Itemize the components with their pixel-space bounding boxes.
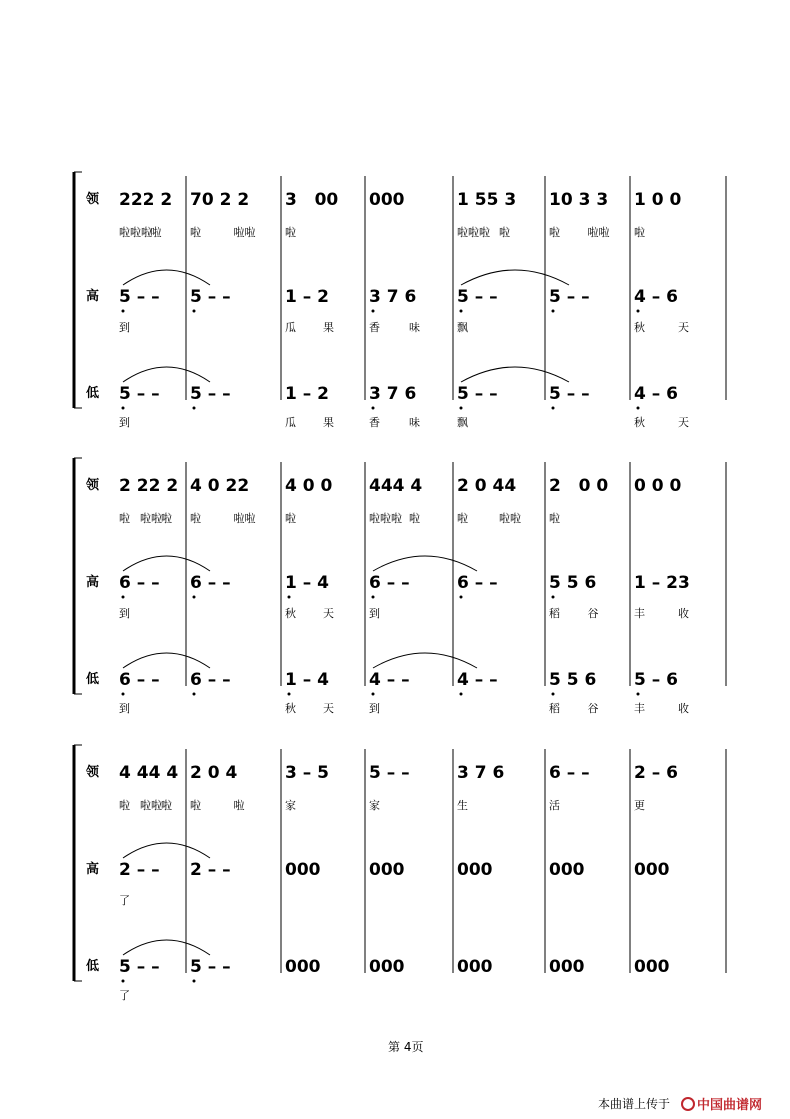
notes-measure: 3 7 6 — [369, 287, 417, 307]
lyric: 到 — [119, 702, 130, 715]
lyric: 啦 — [233, 799, 245, 812]
lyric: 啦 — [119, 799, 130, 812]
notes-measure: 0 0 0 — [634, 476, 682, 496]
notes-measure: 1 – 4 — [285, 573, 329, 593]
notes-measure: 3 00 — [285, 190, 339, 210]
site-logo-text: 中国曲谱网 — [697, 1098, 763, 1113]
lyric: 味 — [409, 321, 420, 334]
lyric: 秋 — [285, 702, 296, 715]
lyric: 香 — [369, 321, 380, 334]
lyric: 啦啦啦 — [369, 512, 402, 525]
notes-measure: 3 7 6 — [369, 384, 417, 404]
tie-slur — [373, 556, 477, 571]
octave-dot — [460, 310, 463, 313]
notes-measure: 000 — [634, 860, 670, 880]
notes-measure: 4 44 4 — [119, 763, 179, 783]
notes-measure: 6 – – — [190, 670, 231, 690]
lyric: 收 — [678, 607, 689, 620]
lyric: 啦啦 — [499, 512, 521, 525]
lyric: 更 — [634, 799, 645, 812]
octave-dot — [552, 407, 555, 410]
lyric: 果 — [323, 321, 334, 334]
lyric: 啦啦 — [140, 512, 162, 525]
notes-measure: 6 – – — [190, 573, 231, 593]
upload-note: 本曲谱上传于 — [598, 1097, 671, 1111]
lyric: 天 — [323, 607, 334, 620]
site-logo — [681, 1094, 762, 1113]
lyric: 啦 — [457, 512, 468, 525]
notes-measure: 000 — [634, 957, 670, 977]
lyric: 啦 — [190, 512, 201, 525]
notes-measure: 5 – – — [190, 384, 231, 404]
notes-measure: 10 3 3 — [549, 190, 609, 210]
lyric: 啦 — [119, 512, 130, 525]
tie-slur — [123, 653, 210, 668]
notes-measure: 5 – – — [119, 384, 160, 404]
notes-measure: 4 – – — [457, 670, 498, 690]
page-number: 第 4页 — [388, 1040, 424, 1054]
part-label-0: 领 — [86, 192, 100, 207]
notes-measure: 3 7 6 — [457, 763, 505, 783]
notes-measure: 2 – – — [119, 860, 160, 880]
notes-measure: 2 – – — [190, 860, 231, 880]
lyric: 啦啦啦 — [457, 226, 490, 239]
lyric: 啦 — [409, 512, 420, 525]
octave-dot — [122, 310, 125, 313]
notes-measure: 6 – – — [549, 763, 590, 783]
notes-measure: 5 5 6 — [549, 670, 597, 690]
lyric: 啦啦啦 — [119, 226, 152, 239]
logo-mark-icon — [681, 1097, 695, 1111]
octave-dot — [552, 596, 555, 599]
lyric: 家 — [369, 799, 380, 812]
tie-slur — [373, 653, 477, 668]
octave-dot — [288, 693, 291, 696]
lyric: 啦啦 — [233, 512, 256, 525]
lyric: 了 — [119, 989, 130, 1002]
octave-dot — [372, 407, 375, 410]
notes-measure: 000 — [285, 957, 321, 977]
notes-measure: 5 – – — [119, 287, 160, 307]
octave-dot — [193, 407, 196, 410]
part-label-2: 低 — [86, 672, 100, 687]
notes-measure: 5 – – — [549, 287, 590, 307]
notes-measure: 222 2 — [119, 190, 173, 210]
notes-measure: 4 – – — [369, 670, 410, 690]
lyric: 丰 — [634, 607, 645, 620]
notes-measure: 000 — [369, 957, 405, 977]
notes-measure: 5 – – — [549, 384, 590, 404]
notes-measure: 1 – 2 — [285, 287, 329, 307]
octave-dot — [552, 310, 555, 313]
notes-measure: 1 0 0 — [634, 190, 682, 210]
notes-measure: 1 – 4 — [285, 670, 329, 690]
lyric: 家 — [285, 799, 296, 812]
part-label-2: 低 — [86, 386, 100, 401]
octave-dot — [122, 980, 125, 983]
octave-dot — [372, 693, 375, 696]
notes-measure: 5 5 6 — [549, 573, 597, 593]
lyric: 啦 — [285, 226, 296, 239]
octave-dot — [193, 980, 196, 983]
lyric: 天 — [678, 416, 689, 429]
lyric: 天 — [323, 702, 334, 715]
octave-dot — [460, 596, 463, 599]
notes-measure: 1 – 23 — [634, 573, 690, 593]
notes-measure: 000 — [549, 957, 585, 977]
lyric: 香 — [369, 416, 380, 429]
tie-slur — [123, 367, 210, 382]
lyric: 到 — [119, 321, 130, 334]
octave-dot — [122, 407, 125, 410]
notes-measure: 000 — [369, 860, 405, 880]
notes-measure: 6 – – — [119, 670, 160, 690]
octave-dot — [193, 596, 196, 599]
lyric: 啦啦 — [140, 799, 162, 812]
lyric: 果 — [323, 416, 334, 429]
lyric: 秋 — [634, 416, 645, 429]
notes-measure: 5 – – — [190, 287, 231, 307]
lyric: 到 — [369, 702, 380, 715]
lyric: 到 — [369, 607, 380, 620]
lyric: 啦 — [190, 799, 201, 812]
lyric: 到 — [119, 607, 130, 620]
lyric: 味 — [409, 416, 420, 429]
octave-dot — [193, 310, 196, 313]
part-label-1: 高 — [86, 289, 100, 304]
notes-measure: 6 – – — [369, 573, 410, 593]
lyric: 稻 — [549, 702, 560, 715]
notes-measure: 5 – – — [190, 957, 231, 977]
lyric: 谷 — [587, 607, 599, 620]
lyric: 啦 — [161, 799, 172, 812]
lyric: 秋 — [285, 607, 296, 620]
octave-dot — [637, 693, 640, 696]
part-label-0: 领 — [86, 478, 100, 493]
tie-slur — [461, 367, 569, 382]
lyric: 瓜 — [285, 321, 296, 334]
lyric: 了 — [119, 894, 130, 907]
lyric: 啦 — [634, 226, 645, 239]
notes-measure: 4 – 6 — [634, 287, 678, 307]
lyric: 丰 — [634, 702, 645, 715]
lyric: 到 — [119, 416, 130, 429]
part-label-1: 高 — [86, 575, 100, 590]
lyric: 瓜 — [285, 416, 296, 429]
notes-measure: 4 – 6 — [634, 384, 678, 404]
part-label-0: 领 — [86, 765, 100, 780]
notes-measure: 2 – 6 — [634, 763, 678, 783]
octave-dot — [193, 693, 196, 696]
notes-measure: 444 4 — [369, 476, 423, 496]
octave-dot — [288, 596, 291, 599]
octave-dot — [460, 407, 463, 410]
notes-measure: 5 – 6 — [634, 670, 678, 690]
octave-dot — [122, 693, 125, 696]
tie-slur — [461, 270, 569, 285]
tie-slur — [123, 556, 210, 571]
notes-measure: 2 0 4 — [190, 763, 238, 783]
lyric: 稻 — [549, 607, 560, 620]
lyric: 啦 — [150, 226, 162, 239]
notes-measure: 3 – 5 — [285, 763, 329, 783]
tie-slur — [123, 940, 210, 955]
lyric: 天 — [678, 321, 689, 334]
notes-measure: 000 — [285, 860, 321, 880]
octave-dot — [122, 596, 125, 599]
notes-measure: 5 – – — [457, 287, 498, 307]
lyric: 谷 — [587, 702, 599, 715]
lyric: 飘 — [457, 416, 468, 429]
notes-measure: 4 0 22 — [190, 476, 250, 496]
notes-measure: 000 — [549, 860, 585, 880]
notes-measure: 6 – – — [119, 573, 160, 593]
lyric: 生 — [457, 799, 468, 812]
lyric: 啦 — [549, 226, 560, 239]
notes-measure: 70 2 2 — [190, 190, 250, 210]
octave-dot — [552, 693, 555, 696]
notes-measure: 1 55 3 — [457, 190, 517, 210]
tie-slur — [123, 843, 210, 858]
notes-measure: 4 0 0 — [285, 476, 333, 496]
lyric: 收 — [678, 702, 689, 715]
octave-dot — [372, 596, 375, 599]
lyric: 活 — [549, 799, 560, 812]
lyric: 啦 — [549, 512, 560, 525]
notes-measure: 2 0 0 — [549, 476, 609, 496]
lyric: 啦啦 — [233, 226, 256, 239]
lyric: 秋 — [634, 321, 645, 334]
notes-measure: 1 – 2 — [285, 384, 329, 404]
lyric: 啦 — [190, 226, 201, 239]
notes-measure: 2 0 44 — [457, 476, 517, 496]
notes-measure: 000 — [369, 190, 405, 210]
lyric: 啦 — [285, 512, 296, 525]
octave-dot — [460, 693, 463, 696]
notes-measure: 6 – – — [457, 573, 498, 593]
notes-measure: 5 – – — [119, 957, 160, 977]
notes-measure: 2 22 2 — [119, 476, 179, 496]
octave-dot — [637, 407, 640, 410]
part-label-2: 低 — [86, 959, 100, 974]
part-label-1: 高 — [86, 862, 100, 877]
lyric: 啦 — [161, 512, 172, 525]
octave-dot — [372, 310, 375, 313]
lyric: 啦啦 — [587, 226, 610, 239]
notes-measure: 5 – – — [369, 763, 410, 783]
tie-slur — [123, 270, 210, 285]
lyric: 飘 — [457, 321, 468, 334]
notes-measure: 000 — [457, 860, 493, 880]
octave-dot — [637, 310, 640, 313]
notes-measure: 000 — [457, 957, 493, 977]
lyric: 啦 — [499, 226, 510, 239]
notes-measure: 5 – – — [457, 384, 498, 404]
